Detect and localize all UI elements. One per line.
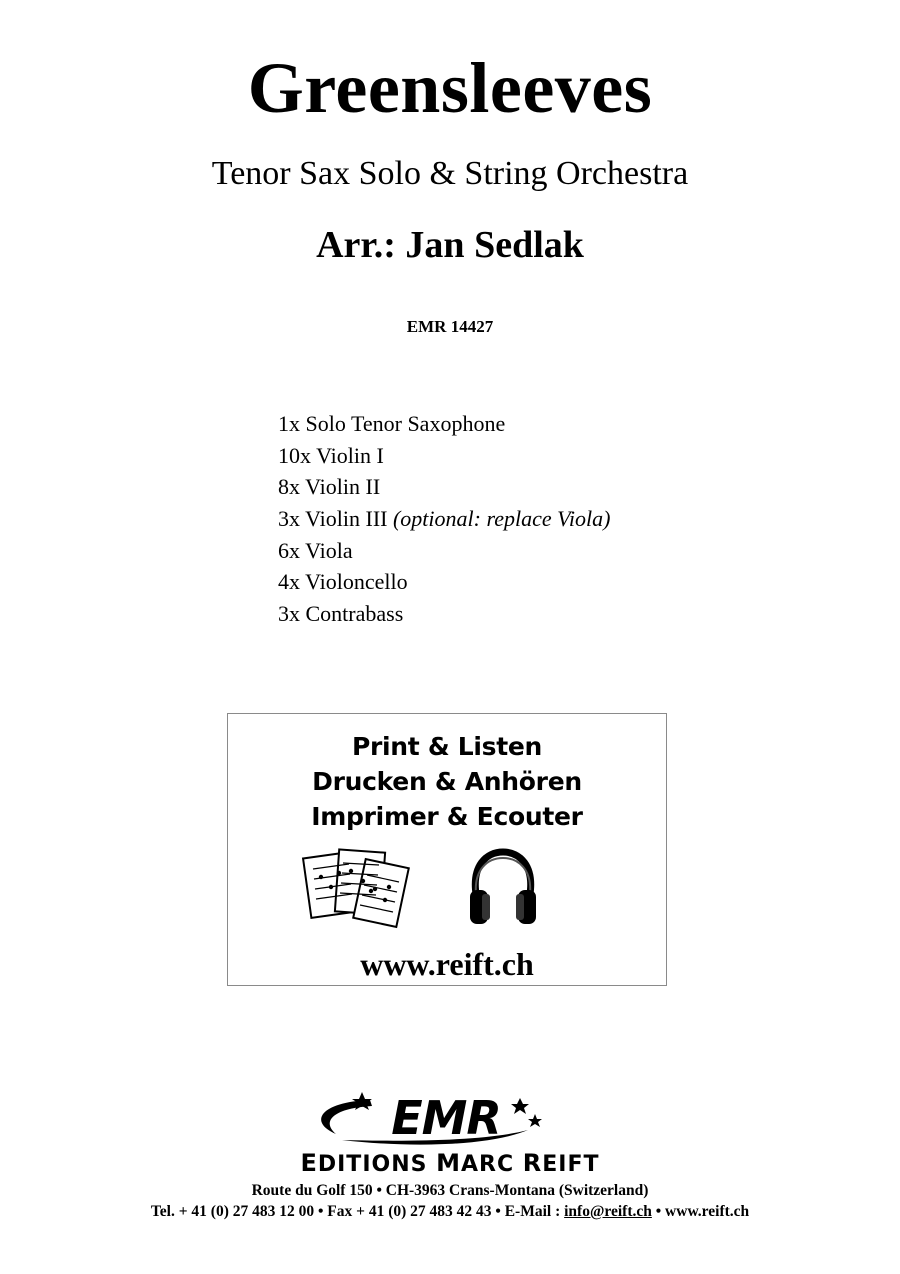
instrument-item [278, 471, 610, 503]
email-link[interactable]: info@reift.ch [564, 1203, 652, 1220]
promo-line-french: Imprimer & Ecouter [311, 802, 583, 831]
emr-logo-text: EMR [391, 1091, 501, 1145]
emr-logo-graphic [250, 1088, 650, 1150]
instrument-item [278, 503, 610, 535]
publisher-name-part: EIFT [542, 1152, 600, 1177]
score-subtitle: Tenor Sax Solo & String Orchestra [211, 155, 689, 192]
instrument-item [278, 566, 610, 598]
promo-line-german: Drucken & Anhören [312, 767, 582, 796]
instrument-item [278, 598, 610, 630]
instrument-label: 1x Solo Tenor Saxophone [278, 411, 506, 436]
publisher-name [0, 1150, 900, 1178]
sheet-music-icon [301, 845, 411, 935]
instrument-item [278, 535, 610, 567]
publisher-contacts [0, 1202, 900, 1222]
publisher-name-part: ARC [461, 1152, 523, 1177]
publisher-name-part: M [436, 1149, 462, 1177]
instrument-note: (optional: replace Viola) [392, 506, 611, 532]
instrument-label: 3x Contrabass [278, 601, 404, 627]
publisher-name-part: E [300, 1149, 318, 1177]
instrument-label: 6x Viola [278, 537, 353, 563]
instrument-label: 3x Violin III [278, 506, 393, 532]
contact-website[interactable]: • www.reift.ch [651, 1203, 750, 1220]
instrument-label: 8x Violin II [278, 474, 381, 500]
arranger-credit: Arr.: Jan Sedlak [316, 224, 584, 266]
instrument-label: 10x Violin I [278, 442, 384, 468]
instrument-item [278, 440, 610, 472]
publisher-name-part: R [522, 1149, 543, 1177]
instrument-item [278, 408, 610, 440]
publisher-address: Route du Golf 150 • CH-3963 Crans-Montana (Switzerland) [251, 1182, 649, 1199]
score-title: Greensleeves [247, 48, 653, 128]
publisher-name-part: DITIONS [317, 1152, 437, 1177]
headphones-icon [466, 846, 540, 930]
instrument-label: 4x Violoncello [278, 569, 408, 595]
star-icon [511, 1098, 529, 1114]
contact-phone-fax: Tel. + 41 (0) 27 483 12 00 • Fax + 41 (0) 27 483 42 43 • E-Mail : [150, 1203, 565, 1220]
catalog-number: EMR 14427 [406, 317, 494, 336]
print-listen-box [227, 713, 667, 986]
website-link[interactable]: www.reift.ch [360, 946, 534, 982]
star-icon [528, 1114, 542, 1127]
instrumentation-list [278, 408, 610, 630]
promo-line-english: Print & Listen [351, 732, 543, 761]
